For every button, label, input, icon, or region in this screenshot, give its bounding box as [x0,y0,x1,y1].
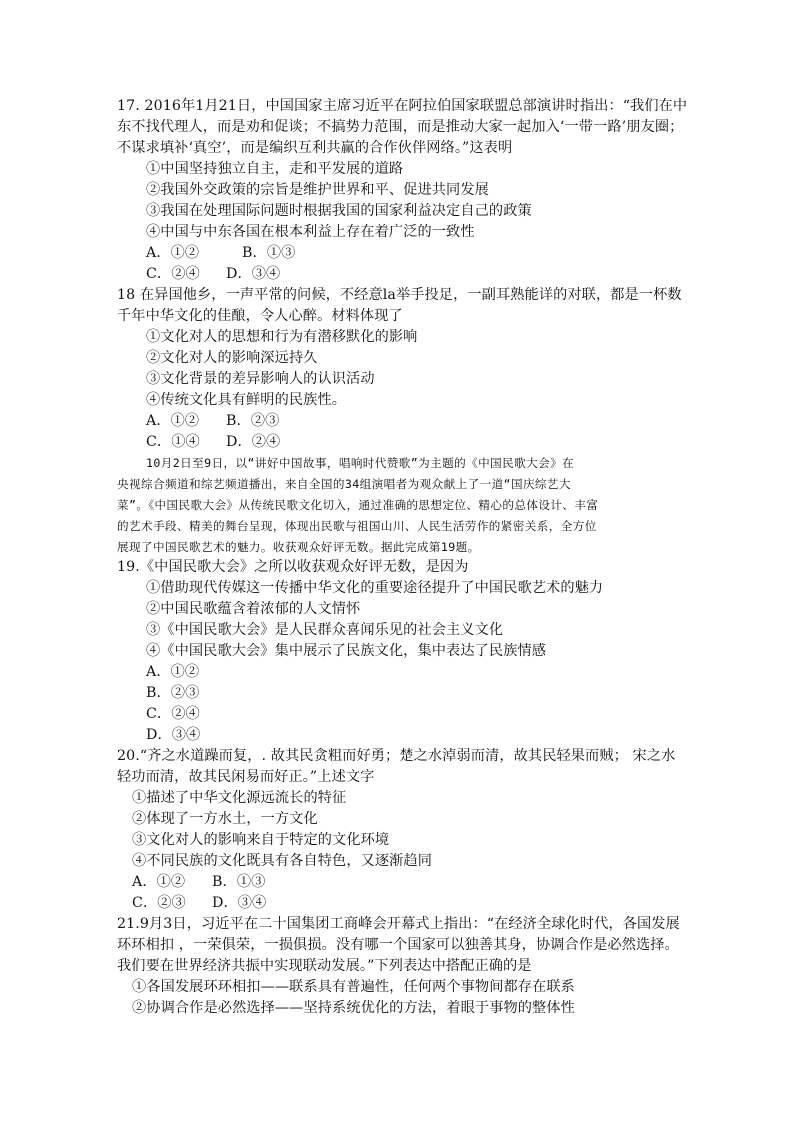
q21-item-2: ②协调合作是必然选择——坚持系统优化的方法，着眼于事物的整体性 [132,1000,575,1016]
q19-stem: 19.《中国民歌大会》之所以收获观众好评无数，是因为 [117,559,469,575]
q18-item-1: ①文化对人的思想和行为有潜移默化的影响 [146,329,418,345]
q21-stem-line-2: 环环相扣 ，一荣俱荣，一损俱损。没有哪一个国家可以独善其身，协调合作是必然选择。 [117,937,679,953]
q17-item-4: ④中国与中东各国在根本利益上存在着广泛的一致性 [146,224,475,240]
q18-option-c[interactable]: C．①④ [146,434,200,450]
q20-stem-line-1: 20.“齐之水道躁而复，. 故其民贪粗而好勇；楚之水淖弱而清，故其民轻果而贼； 宋之水 [117,748,676,764]
q20-item-1: ①描述了中华文化源远流长的特征 [132,790,347,806]
q17-item-1: ①中国坚持独立自主，走和平发展的道路 [146,161,404,177]
material-line-4: 的艺术手段、精美的舞台呈现，体现出民歌与祖国山川、人民生活劳作的紧密关系，全方位 [117,519,597,533]
material-line-3: 菜”。《中国民歌大会》从传统民歌文化切入，通过准确的思想定位、精心的总体设计、丰富 [117,498,599,512]
q20-option-a[interactable]: A．①② [132,874,186,890]
q21-stem-line-3: 我们要在世界经济共振中实现联动发展。”下列表达中搭配正确的是 [117,958,532,974]
q18-option-b[interactable]: B．②③ [226,413,280,429]
q18-item-4: ④传统文化具有鲜明的民族性。 [146,392,347,408]
q20-option-d[interactable]: D．③④ [212,895,267,911]
q17-item-2: ②我国外交政策的宗旨是维护世界和平、促进共同发展 [146,182,489,198]
q17-option-b[interactable]: B．①③ [242,245,296,261]
q20-option-c[interactable]: C．②③ [132,895,186,911]
q19-item-3: ③《中国民歌大会》是人民群众喜闻乐见的社会主义文化 [146,622,504,638]
q18-option-a[interactable]: A．①② [146,413,200,429]
material-line-1: 10月2日至9日，以“讲好中国故事，唱响时代赞歌”为主题的《中国民歌大会》在 [146,456,575,470]
q19-option-b[interactable]: B．②③ [146,685,200,701]
q20-item-3: ③文化对人的影响来自于特定的文化环境 [132,832,390,848]
q19-option-a[interactable]: A．①② [146,664,200,680]
q19-item-2: ②中国民歌蕴含着浓郁的人文情怀 [146,601,361,617]
q18-item-2: ②文化对人的影响深远持久 [146,350,318,366]
q21-stem-line-1: 21.9月3日，习近平在二十国集团工商峰会开幕式上指出：“在经济全球化时代，各国发展 [117,916,680,932]
q20-item-4: ④不同民族的文化既具有各自特色，又逐渐趋同 [132,853,433,869]
q17-item-3: ③我国在处理国际问题时根据我国的国家利益决定自己的政策 [146,203,532,219]
material-line-2: 央视综合频道和综艺频道播出，来自全国的34组演唱者为观众献上了一道“国庆综艺大 [117,477,571,491]
q19-item-4: ④《中国民歌大会》集中展示了民族文化，集中表达了民族情感 [146,643,547,659]
q20-stem-line-2: 轻功而清，故其民闲易而好正。”上述文字 [117,769,375,785]
q19-option-c[interactable]: C．②④ [146,706,200,722]
q20-item-2: ②体现了一方水土，一方文化 [132,811,318,827]
q17-stem-line-1: 17. 2016年1月21日，中国国家主席习近平在阿拉伯国家联盟总部演讲时指出：“我们在中 [117,98,688,114]
q19-item-1: ①借助现代传媒这一传播中华文化的重要途径提升了中国民歌艺术的魅力 [146,580,604,596]
q21-item-1: ①各国发展环环相扣——联系具有普遍性，任何两个事物间都存在联系 [132,979,575,995]
q18-stem-line-2: 千年中华文化的佳酿，令人心醉。材料体现了 [117,308,403,324]
q18-option-d[interactable]: D．②④ [226,434,281,450]
q17-stem-line-2: 东不找代理人，而是劝和促谈；不搞势力范围，而是推动大家一起加入‘一带一路’朋友圈； [117,119,684,135]
q17-stem-line-3: 不谋求填补‘真空’，而是编织互利共赢的合作伙伴网络。”这表明 [117,140,513,156]
q17-option-c[interactable]: C．②④ [146,266,200,282]
q19-option-d[interactable]: D．③④ [146,727,201,743]
q18-stem-line-1: 18 在异国他乡，一声平常的问候，不经意la举手投足，一副耳熟能详的对联，都是一杯数 [117,287,682,303]
material-line-5: 展现了中国民歌艺术的魅力。收获观众好评无数。据此完成第19题。 [117,540,480,554]
q20-option-b[interactable]: B．①③ [212,874,266,890]
q18-item-3: ③文化背景的差异影响人的认识活动 [146,371,375,387]
q17-option-a[interactable]: A．①② [146,245,200,261]
q17-option-d[interactable]: D．③④ [226,266,281,282]
